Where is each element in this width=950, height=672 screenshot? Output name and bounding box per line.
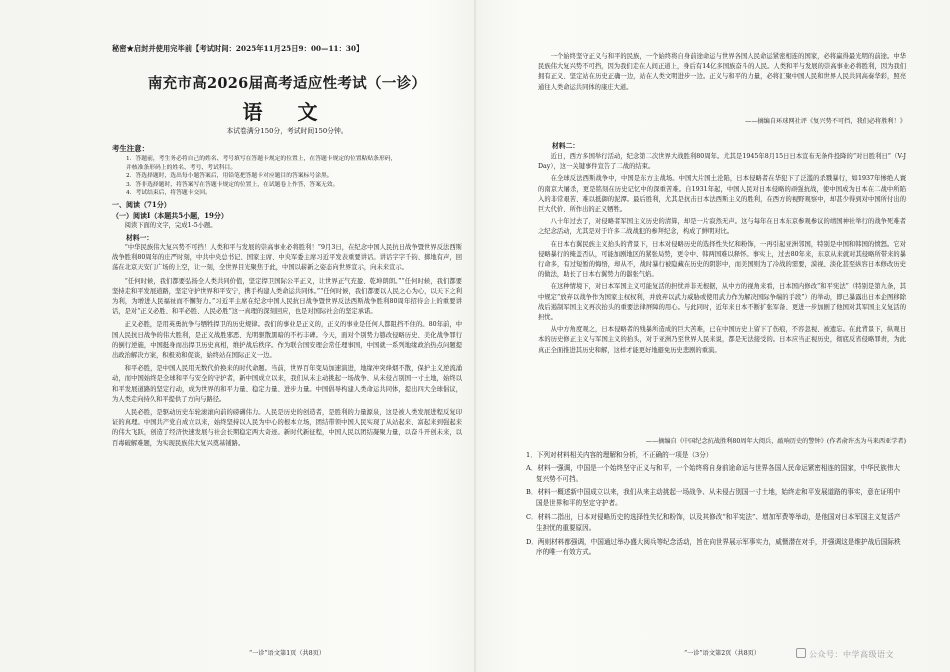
material1-paragraph: 和平必胜，是中国人民用无数代价换来的时代命题。当前，世界百年变局加速演进，地缘冲突烽烟不散，保护主义逆流涌动，而中国始终是全球和平与安全的守护者，新中国成立以来，我们从未主动挑起一场战争、从未侵占别国一寸土地，始终以和平发展道路的坚定行动，成为世界的和平力量、稳定力量、进步力量。中国倡导构建人类命运共同体，提出四大全球倡议，为人类走向持久和平提供了方向与路径。	[112, 365, 462, 403]
exam-title: 南充市高2026届高考适应性考试（一诊）	[147, 75, 427, 92]
material2-paragraph: 近日，西方多国举行活动，纪念第二次世界大战胜利80周年。尤其是1945年8月15日日本宣布无条件投降的“对日胜利日”（V-J Day），这一关键事件宣告了二战的结束。	[538, 153, 906, 171]
page-fold	[474, 0, 476, 672]
notice-item: 3．答非选择题时，将答案写在答题卡规定的位置上，在试题卷上作答，答案无效。	[126, 181, 339, 188]
page-1	[112, 0, 462, 672]
material1-paragraph: “中华民族伟大复兴势不可挡！人类和平与发展的崇高事业必将胜利！”9月3日，在纪念中国人民抗日战争暨世界反法西斯战争胜利80周年的庄严时刻，中共中央总书记、国家主席、中央军委主席习近平发表重要讲话。讲话字字千钧、掷地有声，回荡在北京天安门广场的上空，让一刻，全世界目光聚焦于此，中国以崭新之姿态向世界宣示，向未来宣示。	[112, 244, 462, 272]
notice-item: 4．考试结束后，将答题卡交回。	[126, 190, 211, 197]
notice-item: 并核准条形码上的姓名、考号、考试科目。	[126, 164, 237, 171]
page-2	[526, 0, 906, 672]
material2-source: ——摘编自《中国纪念抗战胜利80周年大阅兵，敲响历史的警钟》(作者俞许杰为马来西亚学者)	[645, 438, 906, 445]
material2-label: 材料二：	[552, 142, 580, 150]
option-b: B．材料一概述新中国成立以来，我们从来主动挑起一场战争、从未侵占别国一寸土地，始终走和平发展道路的事实，意在证明中国是世界和平的坚定守护者。	[526, 488, 901, 508]
wechat-icon	[796, 648, 806, 658]
material2-paragraph: 在全球反法西斯战争中，中国是东方主战场。中国大片国土沦陷，日本侵略者在华犯下了泛滥的杀戮暴行，如1937年惨绝人寰的南京大屠杀，更是铭刻在历史记忆中的深重苦难。自1931年起，中国人民对日本侵略的顽强抗战，使中国成为日本在二战中所陷入的非常艰苦、难以抵御的泥潭。最后胜利，尤其是抗击日本法西斯主义的胜利，在西方的视野观察中，却甚少得到对中国所付出的巨大代价、所作出的正义牺牲。	[538, 175, 906, 214]
notice-item: 2．答选择题时，选出每小题答案后，用铅笔把答题卡对应题目的答案标号涂黑。	[126, 173, 333, 180]
material2-paragraph: 从中方角度观之，日本侵略者的残暴所造成的巨大苦难，已在中国历史上留下了伤痕，不容忽视、被遗忘。在此背景下，纵观日本的历史修正主义与军国主义的抬头，对于亚洲乃至世界人民来说，都是无法接受的。日本应当正视历史，彻底反省侵略罪责，为此真正全面推进其历史和解，这样才能更好地避免历史悲剧的重演。	[538, 326, 906, 354]
option-d: D．两则材料都强调，中国通过举办盛大阅兵等纪念活动，旨在向世界展示军事实力，威慑潜在对手，并强调这是维护战后国际秩序的唯一有效方式。	[526, 537, 901, 557]
notice-list	[126, 155, 456, 198]
material1-paragraph: 正义必胜，是用英勇抗争与牺牲捍卫的历史规律。我们的事业是正义的，正义的事业是任何人都阻挡不住的。80年前，中国人民抗日战争的伟大胜利，是正义战胜邪恶、光明驱散黑暗的不朽丰碑。今天，面对个别势力篡改侵略历史、美化战争罪行的倒行逆施，中国挺身而出捍卫历史真相，维护战后秩序。作为联合国安理会常任理事国，中国就一系列地缘政治热点问题提出政治解决方案，积极劝和促谈，始终站在国际正义一边。	[112, 321, 462, 360]
subsection-heading: （一）阅读Ⅰ（本题共5小题，19分）	[112, 211, 228, 220]
material1-label: 材料一：	[126, 234, 154, 242]
question-1	[526, 450, 906, 558]
option-a: A．材料一强调，中国是一个始终坚守正义与和平，一个始终将自身前途命运与世界各国人民命运紧密相连的国家，中华民族伟大复兴势不可挡。	[526, 463, 901, 483]
material1-paragraph: “任何时候，我们都要弘扬全人类共同价值，坚定捍卫国际公平正义，让世界正气充盈、乾坤朗朗。”“任何时候，我们都要坚持走和平发展道路，坚定守护世界和平安宁，携手构建人类命运共同体。”“任何时候，我们都要以人民之心为心，以天下之利为利，为增进人民福祉而不懈努力。”习近平主席在纪念中国人民抗日战争暨世界反法西斯战争胜利80周年招待会上的重要讲话，是对“正义必胜、和平必胜、人民必胜”这一真理的深刻回应，也是对国际社会的坚定承诺。	[112, 277, 462, 316]
notice-item: 1．答题前，考生务必将自己的姓名、考号填写在答题卡规定的位置上，在答题卡规定的位置粘贴条形码，	[126, 156, 397, 162]
material2-paragraph: 八十年过去了，对侵略者军国主义历史的清算，却是一片寂然无声。这与每年在日本东京参观参议的靖国神社举行的战争死难者之纪念活动，尤其是对于许多二战战犯的参拜纪念，构成了鲜明对比。	[538, 218, 906, 236]
page-footer: “一诊”语文第2页（共8页）	[683, 650, 761, 657]
material1-source: ——摘编自环球网社评《复兴势不可挡，我们必将胜利！》	[745, 118, 906, 125]
watermark-text: 公众号：中学高级语文	[809, 650, 894, 659]
question-stem: 1．下列对材料相关内容的理解和分析，不正确的一项是（3分）	[526, 451, 713, 459]
watermark	[796, 648, 894, 660]
material2-paragraph: 在日本右翼民族主义抬头的背景下，日本对侵略历史的选择性失忆和粉饰，一再引起亚洲邻国，特别是中国和韩国的愤怒。它对侵略暴行的掩盖否认，可能加剧地区的紧张局势，更令中、韩两国难以释怀。事实上，过去80年来，东京从来就对其侵略所带来的暴行命多，有过短暂的悔悟，却从不，战时暴行被隐藏在历史的阴影中，而美国则为了冷战的需要，漠视、淡化甚至纵容日本修改历史的做法，助长了日本右翼势力的嚣张气焰。	[538, 240, 906, 279]
material1-paragraph: 一个始终坚守正义与和平的民族，一个始终将自身前途命运与世界各国人民命运紧密相连的国家，必将赢得最光明的前途。中华民族伟大复兴势不可挡，因为我们走在人间正道上，身后有14亿多国族奋斗的人民。人类和平与发展的崇高事业必将胜利，因为我们拥有正义、坚定站在历史正确一边，站在人类文明进步一边。正义与和平的力量，必将汇聚中国人民和世界人民共同高奏华彩，照亮通往人类命运共同体的康庄大道。	[538, 53, 906, 91]
score-time-line: 本试卷满分150分，考试时间150分钟。	[226, 127, 348, 135]
confidential-line: 秘密★启封并使用完毕前【考试时间：2025年11月25日9：00—11：30】	[112, 44, 364, 53]
subject-title: 语 文	[242, 100, 332, 124]
material1-body	[112, 243, 462, 641]
page-footer: “一诊”语文第1页（共8页）	[248, 650, 326, 657]
material2-paragraph: 在这种情境下，对日本军国主义可能复活的担忧并非无根据，从中方的视角来看，日本国内修改“和平宪法”（特别是第九条，其中规定“放弃以战争作为国家主权权利，并放弃以武力威胁或使用武力作为解决国际争端的手段”）的举动，即已暴露出日本企图移除战后遏制军国主义再次抬头的重要法律屏障的用心。与此同时，近年来日本不断扩张军备、更进一步加剧了他国对其军国主义复活的担忧。	[538, 283, 906, 322]
notice-title: 考生注意：	[112, 144, 149, 153]
instruction: 阅读下面的文字，完成1-5小题。	[124, 222, 217, 229]
material1-paragraph: 人民必胜，是驱动历史车轮滚滚向前的磅礴伟力。人民是历史的创造者，是胜利的力量源泉，这是被人类发展进程反复印证的真理。中国共产党自成立以来，始终坚持以人民为中心的根本立场，团结带领中国人民实现了从站起来、富起来到强起来的伟大飞跃，创造了经济快速发展与社会长期稳定两大奇迹。新时代新征程，中国人民以团结凝聚力量，以奋斗开创未来，以百毒破解难题，为实现民族伟大复兴奠基铺路。	[112, 409, 462, 447]
material1-ending	[538, 52, 906, 114]
option-c: C．材料二指出，日本对侵略历史的选择性失忆和粉饰，以及其修改“和平宪法”、增加军费等举动，是他国对日本军国主义复活产生担忧的重要原因。	[526, 512, 901, 532]
material2-body	[538, 152, 906, 430]
section-heading: 一、阅读（71分）	[112, 200, 171, 209]
